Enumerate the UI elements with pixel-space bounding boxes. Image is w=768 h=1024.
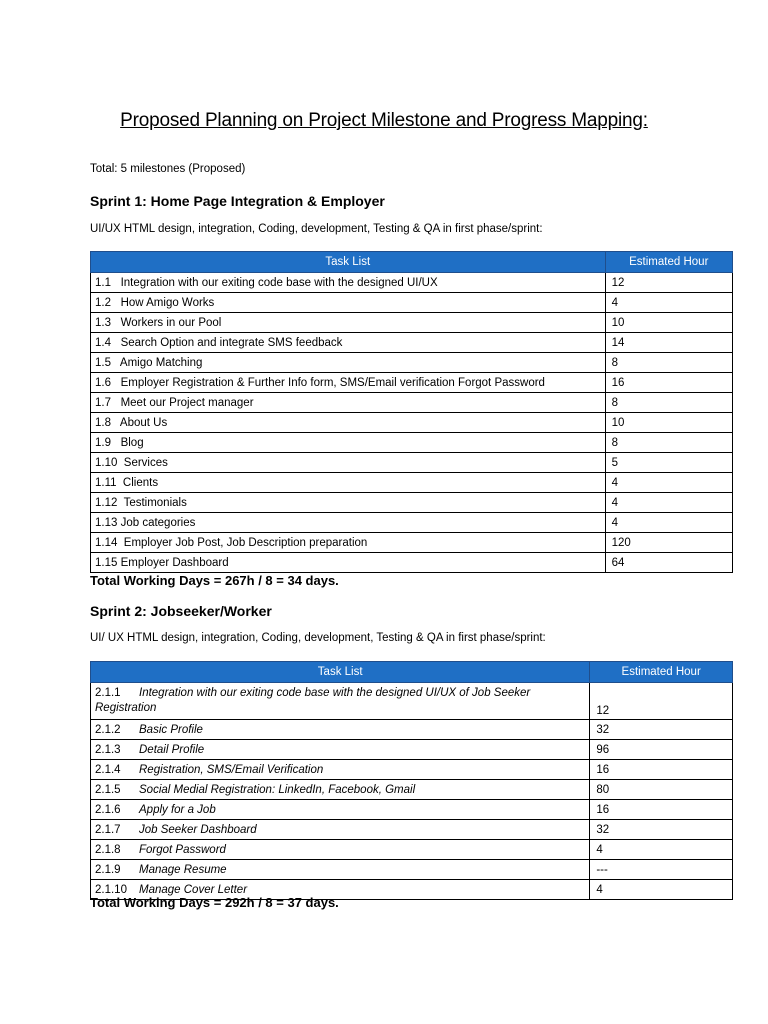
table-row: [91, 553, 733, 573]
task-cell: [91, 740, 590, 760]
task-number: 2.1.3: [95, 743, 121, 756]
hours-cell: 16: [590, 800, 733, 820]
task-cell: [91, 683, 590, 720]
task-cell: 1.8 About Us: [91, 413, 606, 433]
table-row: [91, 800, 733, 820]
table-row: [91, 533, 733, 553]
task-cell: 1.13 Job categories: [91, 513, 606, 533]
hours-cell: 8: [605, 393, 732, 413]
sprint1-task-table: [90, 251, 733, 573]
task-label: Basic Profile: [139, 723, 203, 736]
task-cell: [91, 840, 590, 860]
table-row: [91, 860, 733, 880]
hours-cell: 4: [605, 293, 732, 313]
task-cell: [91, 860, 590, 880]
task-number: 2.1.6: [95, 803, 121, 816]
task-number: 2.1.5: [95, 783, 121, 796]
task-cell: 1.10 Services: [91, 453, 606, 473]
table-row: [91, 353, 733, 373]
task-number: 2.1.2: [95, 723, 121, 736]
task-cell: 1.3 Workers in our Pool: [91, 313, 606, 333]
hours-cell: 4: [590, 840, 733, 860]
table-row: [91, 473, 733, 493]
task-cell: [91, 820, 590, 840]
sprint1-heading: Sprint 1: Home Page Integration & Employer: [90, 193, 385, 209]
hours-cell: 10: [605, 413, 732, 433]
table-row: [91, 273, 733, 293]
table-row: [91, 393, 733, 413]
table-row: [91, 453, 733, 473]
table-row: [91, 313, 733, 333]
table-row: [91, 413, 733, 433]
task-cell: [91, 720, 590, 740]
task-cell: [91, 800, 590, 820]
page-title: Proposed Planning on Project Milestone and Progress Mapping:: [120, 110, 648, 131]
task-cell: 1.12 Testimonials: [91, 493, 606, 513]
table-row: [91, 820, 733, 840]
table-row: [91, 513, 733, 533]
hours-cell: 64: [605, 553, 732, 573]
hours-cell: 32: [590, 820, 733, 840]
hours-cell: 12: [605, 273, 732, 293]
hours-cell: 32: [590, 720, 733, 740]
sprint1-phase-text: UI/UX HTML design, integration, Coding, development, Testing & QA in first phase/sprint:: [90, 223, 543, 235]
hours-cell: 120: [605, 533, 732, 553]
table-row: [91, 780, 733, 800]
task-label: Registration, SMS/Email Verification: [139, 763, 324, 776]
hours-cell: 8: [605, 433, 732, 453]
hours-cell: 16: [605, 373, 732, 393]
hours-cell: 4: [590, 880, 733, 900]
task-label: Manage Cover Letter: [139, 883, 248, 896]
hours-cell: 4: [605, 473, 732, 493]
task-number: 2.1.9: [95, 863, 121, 876]
task-number: 2.1.8: [95, 843, 121, 856]
table-row: [91, 293, 733, 313]
task-label: Social Medial Registration: LinkedIn, Facebook, Gmail: [139, 783, 416, 796]
task-cell: 1.15 Employer Dashboard: [91, 553, 606, 573]
table-row: [91, 373, 733, 393]
table-header-row: [91, 252, 733, 273]
table-row: [91, 840, 733, 860]
sprint2-heading: Sprint 2: Jobseeker/Worker: [90, 603, 272, 619]
hours-cell: 96: [590, 740, 733, 760]
task-label: Integration with our exiting code base with the designed UI/UX of Job Seeker Registration: [95, 687, 531, 714]
task-cell: [91, 760, 590, 780]
sprint2-summary: Total Working Days = 292h / 8 = 37 days.: [90, 895, 339, 910]
task-list-header: Task List: [91, 662, 590, 683]
table-row: [91, 683, 733, 720]
table-header-row: [91, 662, 733, 683]
task-label: Job Seeker Dashboard: [139, 823, 257, 836]
table-row: [91, 740, 733, 760]
milestone-total-note: Total: 5 milestones (Proposed): [90, 163, 246, 175]
task-label: Forgot Password: [139, 843, 226, 856]
table-row: [91, 760, 733, 780]
task-label: Apply for a Job: [139, 803, 216, 816]
hours-cell: 5: [605, 453, 732, 473]
table-row: [91, 493, 733, 513]
task-cell: [91, 780, 590, 800]
task-cell: 1.11 Clients: [91, 473, 606, 493]
task-cell: 1.1 Integration with our exiting code base with the designed UI/UX: [91, 273, 606, 293]
sprint2-phase-text: UI/ UX HTML design, integration, Coding, development, Testing & QA in first phase/sprint:: [90, 632, 546, 644]
hours-cell: 80: [590, 780, 733, 800]
sprint2-task-table: [90, 661, 733, 900]
task-cell: 1.2 How Amigo Works: [91, 293, 606, 313]
task-cell: 1.14 Employer Job Post, Job Description preparation: [91, 533, 606, 553]
hours-cell: 14: [605, 333, 732, 353]
table-row: [91, 433, 733, 453]
task-number: 2.1.1: [95, 687, 121, 699]
task-cell: 1.4 Search Option and integrate SMS feedback: [91, 333, 606, 353]
hours-cell: 4: [605, 513, 732, 533]
hours-cell: 16: [590, 760, 733, 780]
hours-cell: 8: [605, 353, 732, 373]
task-cell: 1.5 Amigo Matching: [91, 353, 606, 373]
task-number: 2.1.10: [95, 883, 127, 896]
estimated-hour-header: Estimated Hour: [605, 252, 732, 273]
hours-cell: 4: [605, 493, 732, 513]
hours-cell: 10: [605, 313, 732, 333]
sprint1-summary: Total Working Days = 267h / 8 = 34 days.: [90, 573, 339, 588]
table-row: [91, 720, 733, 740]
task-number: 2.1.7: [95, 823, 121, 836]
hours-cell: ---: [590, 860, 733, 880]
task-number: 2.1.4: [95, 763, 121, 776]
task-cell: 1.9 Blog: [91, 433, 606, 453]
task-label: Detail Profile: [139, 743, 205, 756]
task-label: Manage Resume: [139, 863, 227, 876]
task-cell: 1.7 Meet our Project manager: [91, 393, 606, 413]
task-list-header: Task List: [91, 252, 606, 273]
hours-cell: 12: [590, 683, 733, 720]
task-cell: 1.6 Employer Registration & Further Info form, SMS/Email verification Forgot Password: [91, 373, 606, 393]
estimated-hour-header: Estimated Hour: [590, 662, 733, 683]
table-row: [91, 333, 733, 353]
